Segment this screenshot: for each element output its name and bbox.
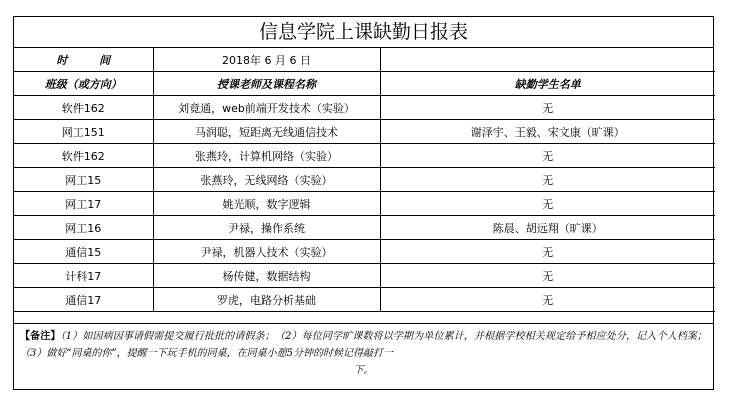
table-row — [14, 144, 715, 168]
table-row — [14, 192, 715, 216]
absent-cell: 无 — [380, 240, 715, 264]
teacher-course-cell: 张燕玲，无线网络（实验） — [153, 168, 380, 192]
report-title: 信息学院上课缺勤日报表 — [14, 17, 713, 48]
date-label: 时 间 — [14, 48, 153, 72]
absent-cell: 谢泽宇、王毅、宋文康（旷课） — [380, 120, 715, 144]
class-cell: 软件162 — [14, 144, 153, 168]
teacher-course-cell: 张燕玲，计算机网络（实验） — [153, 144, 380, 168]
table-row — [14, 240, 715, 264]
header-absent: 缺勤学生名单 — [380, 72, 715, 96]
teacher-course-cell: 罗虎，电路分析基础 — [153, 288, 380, 312]
absent-cell: 无 — [380, 96, 715, 120]
attendance-table — [14, 48, 715, 312]
date-empty-cell — [380, 48, 715, 72]
teacher-course-cell: 杨传健，数据结构 — [153, 264, 380, 288]
teacher-course-cell: 尹禄，机器人技术（实验） — [153, 240, 380, 264]
class-cell: 网工151 — [14, 120, 153, 144]
teacher-course-cell: 刘竟通，web前端开发技术（实验） — [153, 96, 380, 120]
class-cell: 网工16 — [14, 216, 153, 240]
notes-label: 【备注】 — [20, 331, 61, 342]
class-cell: 通信17 — [14, 288, 153, 312]
absent-cell: 无 — [380, 168, 715, 192]
table-row — [14, 168, 715, 192]
class-cell: 计科17 — [14, 264, 153, 288]
table-row — [14, 120, 715, 144]
class-cell: 网工15 — [14, 168, 153, 192]
class-cell: 通信15 — [14, 240, 153, 264]
teacher-course-cell: 姚光顺，数字逻辑 — [153, 192, 380, 216]
notes-tail: 下。 — [353, 365, 374, 376]
notes-text: （1）如因病因事请假需提交履行批批的请假条；（2）每位同学旷课数将以学期为单位累计，并根据学校相关规定给予相应处分，记入个人档案；（3）做好“同桌的你”，提醒一下玩手机的同桌，在同桌小憩5分钟的时候记得敲打一 — [20, 331, 707, 359]
attendance-report-sheet — [13, 16, 714, 390]
date-value: 2018年 6 月 6 日 — [153, 48, 380, 72]
class-cell: 网工17 — [14, 192, 153, 216]
absent-cell: 无 — [380, 264, 715, 288]
absent-cell: 无 — [380, 192, 715, 216]
table-row — [14, 264, 715, 288]
absent-cell: 陈晨、胡远翔（旷课） — [380, 216, 715, 240]
table-row — [14, 216, 715, 240]
table-row — [14, 288, 715, 312]
absent-cell: 无 — [380, 144, 715, 168]
class-cell: 软件162 — [14, 96, 153, 120]
header-teacher-course: 授课老师及课程名称 — [153, 72, 380, 96]
teacher-course-cell: 尹禄，操作系统 — [153, 216, 380, 240]
absent-cell: 无 — [380, 288, 715, 312]
header-class: 班级（或方向） — [14, 72, 153, 96]
table-row — [14, 96, 715, 120]
teacher-course-cell: 马润聪，短距离无线通信技术 — [153, 120, 380, 144]
date-row — [14, 48, 715, 72]
notes-section — [14, 323, 713, 389]
header-row — [14, 72, 715, 96]
